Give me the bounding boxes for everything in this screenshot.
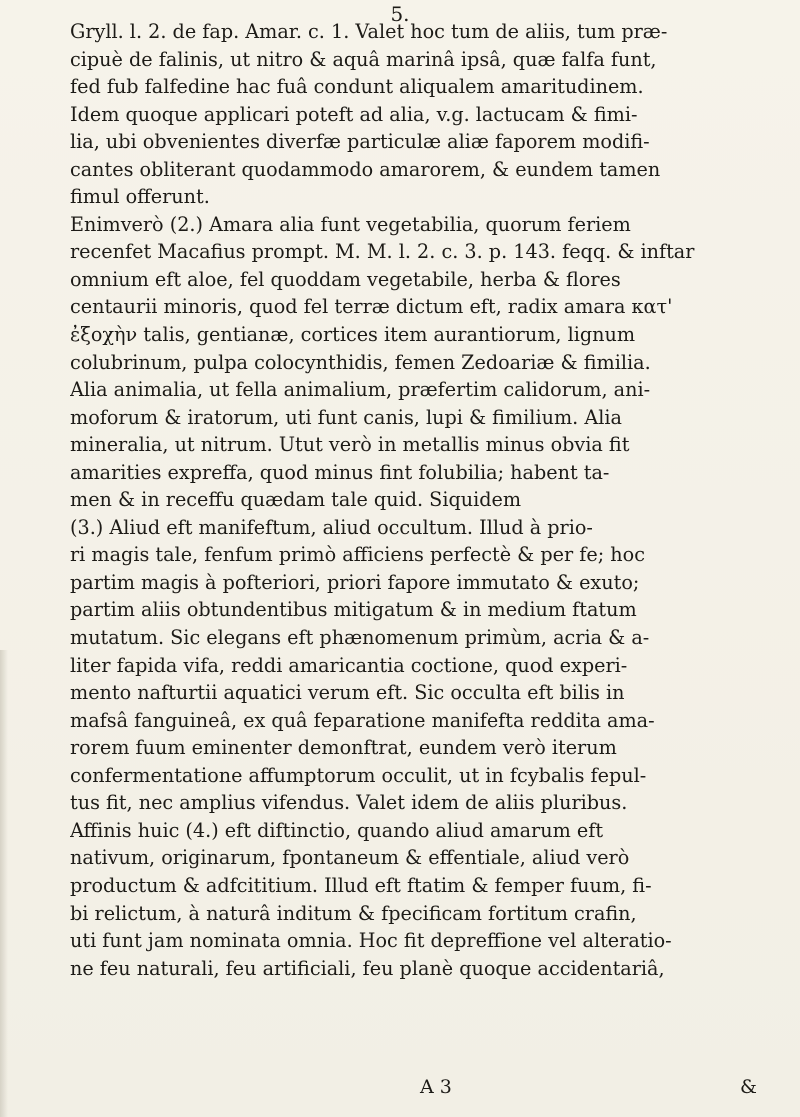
text-line: ri magis tale, fenfum primò afficiens perfectè & per fe; hoc — [70, 543, 645, 567]
text-line: (3.) Aliud eft manifeftum, aliud occultum. Illud à prio- — [70, 515, 593, 539]
text-line: amarities expreffa, quod minus fint folubilia; habent ta- — [70, 460, 610, 484]
text-line: moforum & iratorum, uti funt canis, lupi & fimilium. Alia — [70, 405, 622, 429]
signature-mark: A 3 — [420, 1076, 452, 1098]
page-number: 5. — [390, 2, 410, 26]
text-line: colubrinum, pulpa colocynthidis, femen Zedoariæ & fimilia. — [70, 350, 651, 374]
text-line: recenfet Macafius prompt. M. M. l. 2. c. 3. p. 143. feqq. & inftar — [70, 240, 695, 264]
text-line: liter fapida vifa, reddi amaricantia coctione, quod experi- — [70, 653, 628, 677]
text-line: mineralia, ut nitrum. Utut verò in metallis minus obvia fit — [70, 433, 630, 457]
text-line: omnium eft aloe, fel quoddam vegetabile, herba & flores — [70, 267, 621, 291]
catchword: & — [740, 1076, 757, 1098]
text-line: Idem quoque applicari poteft ad alia, v.g. lactucam & fimi- — [70, 102, 638, 126]
text-line: ne feu naturali, feu artificiali, feu planè quoque accidentariâ, — [70, 956, 665, 980]
text-line: mento nafturtii aquatici verum eft. Sic occulta eft bilis in — [70, 681, 625, 705]
text-line: men & in receffu quædam tale quid. Siquidem — [70, 488, 522, 512]
text-line: partim magis à pofteriori, priori fapore immutato & exuto; — [70, 570, 640, 594]
text-line: cantes obliterant quodammodo amarorem, & eundem tamen — [70, 157, 661, 181]
text-line: uti funt jam nominata omnia. Hoc fit depreffione vel alteratio- — [70, 929, 672, 953]
text-line: centaurii minoris, quod fel terræ dictum eft, radix amara κατ' — [70, 295, 673, 319]
text-line: bi relictum, à naturâ inditum & fpecificam fortitum crafin, — [70, 901, 637, 925]
body-text — [70, 18, 782, 982]
text-line: Enimverò (2.) Amara alia funt vegetabilia, quorum feriem — [70, 212, 631, 236]
text-line: productum & adfcititium. Illud eft ftatim & femper fuum, fi- — [70, 873, 652, 897]
page-edge-shadow — [0, 650, 8, 1117]
text-line: nativum, originarum, fpontaneum & effentiale, aliud verò — [70, 846, 630, 870]
text-line: partim aliis obtundentibus mitigatum & in medium ftatum — [70, 598, 637, 622]
page-footer — [0, 1072, 800, 1102]
text-line: fimul offerunt. — [70, 185, 210, 209]
text-line: cipuè de falinis, ut nitro & aquâ marinâ ipsâ, quæ falfa funt, — [70, 47, 657, 71]
text-line: Affinis huic (4.) eft diftinctio, quando aliud amarum eft — [70, 818, 604, 842]
text-line: mutatum. Sic elegans eft phænomenum primùm, acria & a- — [70, 626, 650, 650]
text-line: lia, ubi obvenientes diverfæ particulæ aliæ faporem modifi- — [70, 130, 650, 154]
text-line: Gryll. l. 2. de fap. Amar. c. 1. Valet hoc tum de aliis, tum præ- — [70, 20, 668, 43]
text-line: mafsâ fanguineâ, ex quâ feparatione manifefta reddita ama- — [70, 708, 655, 732]
text-line: tus fit, nec amplius vifendus. Valet idem de aliis pluribus. — [70, 791, 628, 815]
text-line: confermentatione affumptorum occulit, ut in fcybalis fepul- — [70, 763, 647, 787]
text-line: ἐξοχὴν talis, gentianæ, cortices item aurantiorum, lignum — [70, 323, 636, 347]
text-line: fed fub falfedine hac fuâ condunt aliqualem amaritudinem. — [70, 75, 644, 99]
text-line: rorem fuum eminenter demonftrat, eundem verò iterum — [70, 736, 617, 760]
text-line: Alia animalia, ut fella animalium, præfertim calidorum, ani- — [70, 378, 651, 402]
